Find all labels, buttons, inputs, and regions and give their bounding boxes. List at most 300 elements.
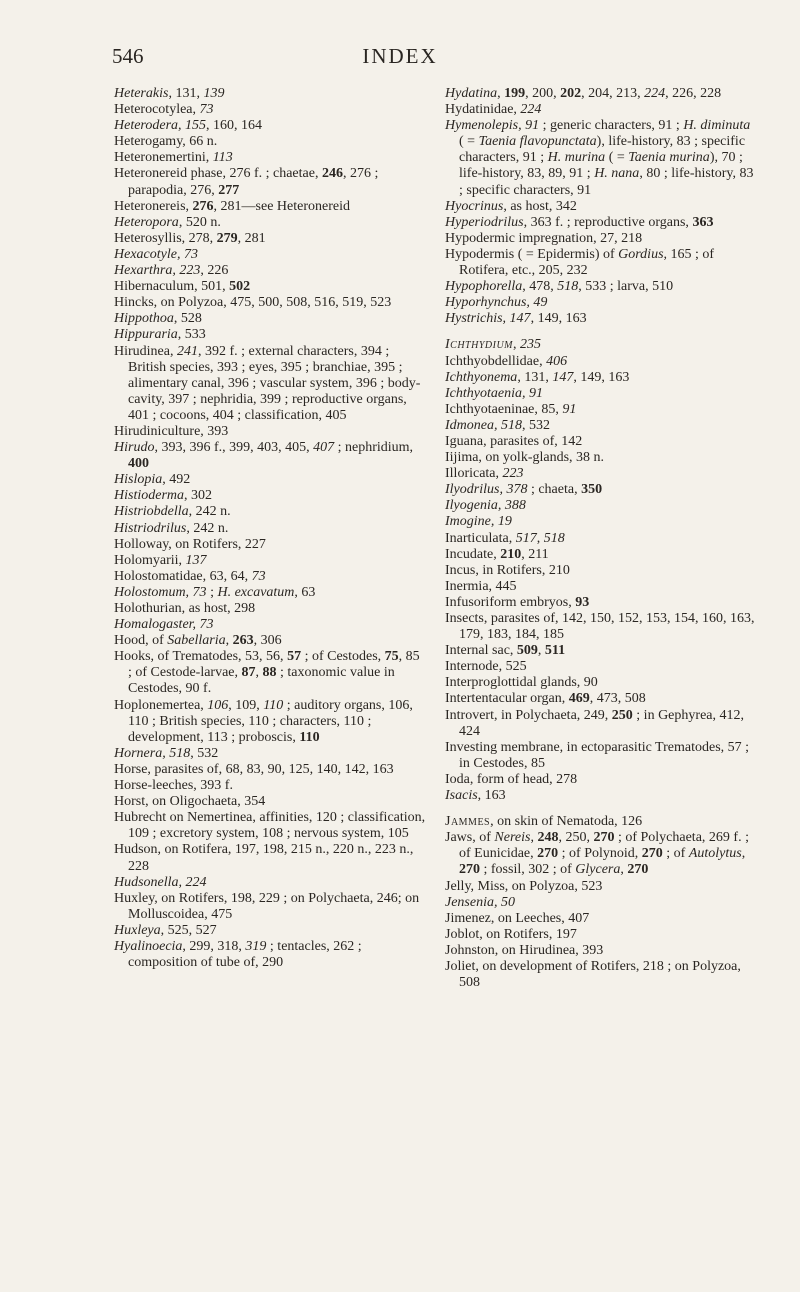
entry-text: Inermia, 445 (445, 578, 517, 594)
entry-text: Hyperiodrilus (445, 214, 524, 230)
entry-text: , (530, 830, 538, 846)
entry-text: Horse-leeches, 393 f. (114, 778, 233, 794)
entry-text: Holomyarii, (114, 552, 186, 568)
index-entry (114, 923, 426, 939)
entry-text: Heterocotylea, (114, 102, 200, 118)
entry-text: Glycera (575, 862, 621, 878)
index-entry (114, 891, 426, 923)
index-entry (114, 215, 426, 231)
entry-text: , (537, 643, 545, 659)
index-entry (114, 311, 426, 327)
entry-text: 518 (557, 279, 579, 295)
index-entry (114, 150, 426, 166)
index-entry (445, 879, 757, 895)
entry-text: Iguana, parasites of, 142 (445, 433, 583, 449)
entry-text: , 131, (168, 86, 204, 101)
entry-text: Holothurian, as host, 298 (114, 601, 256, 616)
entry-text: , (741, 846, 746, 862)
entry-text: 73 (251, 568, 266, 584)
entry-text: Hypodermic impregnation, 27, 218 (445, 230, 643, 246)
entry-text: ; in Gephyrea, 412, 424 (459, 707, 744, 739)
entry-text: ( = (459, 134, 479, 150)
index-entry (445, 514, 757, 530)
entry-text: 57 (287, 649, 302, 665)
entry-text: Illoricata, (445, 466, 503, 482)
entry-text: 110 (263, 697, 284, 713)
index-entry (445, 279, 757, 295)
entry-text: Inarticulata, (445, 530, 516, 546)
entry-text: , (536, 530, 544, 546)
index-entry (445, 595, 757, 611)
entry-text: , 299, 318, (182, 938, 246, 954)
entry-text: Ilyogenia, 388 (445, 498, 526, 514)
index-entry (114, 553, 426, 569)
entry-text: , 200, (525, 86, 561, 101)
entry-text: 147 (552, 369, 574, 385)
entry-text: , 532 (522, 417, 550, 433)
index-entry (114, 134, 426, 150)
entry-text: , 226, 228 (665, 86, 722, 101)
index-entry (114, 537, 426, 553)
entry-text: Hirudinea, (114, 343, 177, 359)
entry-text: 270 (641, 846, 663, 862)
entry-text: , 204, 213, (581, 86, 645, 101)
index-entry (445, 295, 757, 311)
entry-text: , 520 n. (178, 214, 221, 230)
index-column-left (114, 86, 426, 971)
entry-text: , 242 n. (188, 504, 231, 520)
index-entry (445, 354, 757, 370)
entry-text: 276 (192, 198, 214, 214)
entry-text: , on skin of Nematoda, 126 (490, 814, 643, 830)
entry-text: Heteronemertini, (114, 150, 213, 166)
entry-text: 73 (199, 102, 214, 118)
index-entry (445, 708, 757, 740)
entry-text: Internode, 525 (445, 659, 527, 675)
entry-text: Joblot, on Rotifers, 197 (445, 926, 577, 942)
entry-text: Hudsonella, 224 (114, 874, 207, 890)
entry-text: Gordius (618, 246, 664, 262)
entry-text: 517 (515, 530, 537, 546)
entry-text: , 250, (558, 830, 594, 846)
entry-text: 93 (575, 594, 590, 610)
index-entry (445, 386, 757, 402)
index-entry (445, 911, 757, 927)
entry-text: Hippothoa (114, 311, 174, 327)
entry-text: 270 (593, 830, 615, 846)
index-entry (445, 830, 757, 878)
index-entry (114, 102, 426, 118)
entry-text: Infusoriform embryos, (445, 594, 576, 610)
index-entry (114, 86, 426, 102)
entry-text: 270 (627, 862, 649, 878)
index-entry (114, 698, 426, 746)
entry-text: , (620, 862, 628, 878)
index-entry (114, 247, 426, 263)
index-entry (445, 247, 757, 279)
entry-text: Hymenolepis, 91 (445, 118, 540, 134)
entry-text: ; of Polychaeta, 269 f. ; of Eunicidae, (459, 830, 749, 862)
entry-text: 518 (543, 530, 565, 546)
entry-text: 113 (212, 150, 233, 166)
entry-text: H. excavatum (217, 584, 295, 600)
entry-text: ), life-history, 83 ; specific characters, 91 ; (459, 134, 746, 166)
index-entry (445, 943, 757, 959)
entry-text: 270 (537, 846, 559, 862)
entry-text: Isacis (445, 788, 478, 804)
entry-text: , 392 f. ; external characters, 394 ; British species, 393 ; eyes, 395 ; branchiae, 395 ; alimentary canal, 396 ; vascular system, 396 ; body-cavity, 397 ; nephridia, 399 ; reproductive organs, 401 ; cocoons, 404 ; classification, 405 (128, 343, 421, 423)
entry-text: 75 (384, 649, 399, 665)
entry-text: ; tentacles, 262 ; composition of tube of, 290 (128, 938, 362, 971)
entry-text: Heteronereis, (114, 198, 193, 214)
entry-text: 202 (560, 86, 582, 101)
entry-text: Homalogaster, 73 (114, 617, 214, 633)
entry-text: Jaws, of (445, 830, 495, 846)
entry-text: , 302 (184, 488, 212, 504)
entry-text: Introvert, in Polychaeta, 249, (445, 707, 612, 723)
entry-text: Heterogamy, 66 n. (114, 134, 218, 150)
entry-text: , 281 (237, 230, 266, 246)
index-entry (445, 118, 757, 198)
index-entry (445, 434, 757, 450)
entry-text: 248 (537, 830, 559, 846)
entry-text: Ichthydium (445, 337, 514, 353)
index-entry (445, 659, 757, 675)
index-entry (114, 199, 426, 215)
index-entry (445, 199, 757, 215)
entry-text: , 80 ; life-history, 83 ; specific characters, 91 (459, 166, 754, 198)
entry-text: , 149, 163 (530, 311, 587, 327)
index-entry (445, 579, 757, 595)
entry-text: , 211 (521, 546, 549, 562)
entry-text: ; chaeta, (527, 482, 582, 498)
entry-text: 511 (544, 643, 566, 659)
entry-text: Hydatinidae, (445, 102, 521, 118)
entry-text: , 492 (162, 472, 191, 488)
entry-text: Horst, on Oligochaeta, 354 (114, 794, 266, 810)
entry-text: , (513, 337, 521, 353)
entry-text: Jensenia, 50 (445, 894, 515, 910)
index-entry (445, 215, 757, 231)
entry-text: Hyporhynchus, 49 (445, 295, 548, 311)
entry-text: Hypodermis ( = Epidermis) of (445, 246, 619, 262)
entry-text: H. nana (594, 166, 640, 182)
index-entry (445, 466, 757, 482)
entry-text: 246 (321, 166, 343, 182)
entry-text: 91 (562, 401, 577, 417)
entry-text: 88 (262, 665, 277, 681)
entry-text: , 149, 163 (573, 369, 630, 385)
entry-text: , 85 ; of Cestode-larvae, (128, 649, 420, 681)
index-entry (114, 601, 426, 617)
entry-text: Ichthyonema (445, 369, 518, 385)
entry-text: , 478, (522, 279, 558, 295)
index-entry (114, 778, 426, 794)
entry-text: Taenia flavopunctata (478, 134, 597, 150)
entry-text: 224 (520, 102, 542, 118)
entry-text: Hislopia (114, 472, 163, 488)
index-entry (114, 440, 426, 472)
entry-text: Holloway, on Rotifers, 227 (114, 536, 266, 552)
entry-text: , 528 (173, 311, 202, 327)
index-entry (445, 675, 757, 691)
index-entry (445, 814, 757, 830)
entry-text: Jimenez, on Leeches, 407 (445, 910, 590, 926)
page-header (0, 28, 800, 68)
entry-text: Incudate, (445, 546, 501, 562)
index-entry (114, 585, 426, 601)
index-entry (114, 569, 426, 585)
entry-text: Taenia murina (628, 150, 710, 166)
entry-text: Joliet, on development of Rotifers, 218 ; on Polyzoa, 508 (445, 958, 741, 991)
entry-text: ; taxonomic value in Cestodes, 90 f. (128, 665, 395, 697)
entry-text: 407 (313, 440, 335, 456)
entry-text: Hoplonemertea, (114, 697, 208, 713)
entry-text: Hexacotyle, 73 (114, 246, 198, 262)
entry-text: Heterosyllis, 278, (114, 230, 217, 246)
index-entry (114, 649, 426, 697)
index-entry (445, 643, 757, 659)
entry-text: Histriodrilus (114, 520, 187, 536)
entry-text: Heteronereid phase, 276 f. ; chaetae, (114, 166, 322, 182)
entry-text: Intertentacular organ, (445, 691, 569, 707)
entry-text: , (255, 665, 263, 681)
entry-text: ; generic characters, 91 ; (539, 118, 684, 134)
index-entry (445, 231, 757, 247)
index-entry (445, 311, 757, 327)
entry-text: 235 (520, 337, 542, 353)
index-entry (445, 102, 757, 118)
entry-text: 250 (611, 707, 633, 723)
entry-text: 137 (185, 552, 207, 568)
entry-text: Hibernaculum, 501, (114, 279, 230, 295)
entry-text: 139 (203, 86, 225, 101)
entry-text: Hirudo (114, 440, 155, 456)
entry-text: 277 (218, 182, 240, 198)
entry-text: , 363 f. ; reproductive organs, (523, 214, 693, 230)
index-entry (114, 939, 426, 971)
index-entry (445, 547, 757, 563)
index-entry (445, 895, 757, 911)
entry-text: Jammes (445, 814, 491, 830)
entry-text: Holostomum, 73 (114, 584, 207, 600)
index-entry (114, 424, 426, 440)
index-entry (114, 746, 426, 762)
entry-text: , 276 ; parapodia, 276, (128, 166, 379, 198)
entry-text: 400 (128, 456, 149, 472)
entry-text: Hystrichis, 147 (445, 311, 531, 327)
entry-text: 502 (229, 279, 251, 295)
index-entry (445, 959, 757, 991)
entry-text: Investing membrane, in ectoparasitic Trematodes, 57 ; in Cestodes, 85 (445, 739, 750, 771)
entry-text: Huxley, on Rotifers, 198, 229 ; on Polychaeta, 246; on Molluscoidea, 475 (114, 890, 420, 922)
entry-text: Idmonea, 518 (445, 417, 522, 433)
entry-text: 224 (644, 86, 666, 101)
entry-text: Hydatina (445, 86, 498, 101)
index-entry (445, 86, 757, 102)
entry-text: , (225, 633, 233, 649)
index-entry (114, 472, 426, 488)
entry-text: Incus, in Rotifers, 210 (445, 562, 570, 578)
entry-text: Heteropora (114, 214, 179, 230)
entry-text: Hippuraria (114, 327, 178, 343)
entry-text: Hincks, on Polyzoa, 475, 500, 508, 516, 519, 523 (114, 295, 392, 311)
entry-text: , 226 (200, 263, 229, 279)
entry-text: Ichthyotaenia, 91 (445, 385, 543, 401)
entry-text: Holostomatidae, 63, 64, (114, 568, 252, 584)
entry-text: , 306 (253, 633, 282, 649)
entry-text: Hornera, 518 (114, 745, 191, 761)
entry-text: 210 (500, 546, 522, 562)
entry-text: , 242 n. (186, 520, 229, 536)
entry-text: 319 (245, 938, 267, 954)
index-entry (445, 402, 757, 418)
index-entry (445, 450, 757, 466)
entry-text: , 525, 527 (160, 922, 217, 938)
index-entry (445, 418, 757, 434)
entry-text: Histriobdella (114, 504, 189, 520)
index-entry (114, 166, 426, 198)
entry-text: Hexarthra, 223 (114, 263, 201, 279)
entry-text: , 131, (517, 369, 553, 385)
index-entry (445, 772, 757, 788)
entry-text: Hyalinoecia (114, 938, 183, 954)
index-entry (114, 488, 426, 504)
entry-text: Horse, parasites of, 68, 83, 90, 125, 140, 142, 163 (114, 761, 394, 777)
entry-text: 263 (232, 633, 254, 649)
entry-text: 350 (581, 482, 603, 498)
entry-text: , 163 (477, 788, 506, 804)
index-entry (114, 279, 426, 295)
entry-text: Histioderma (114, 488, 184, 504)
entry-text: 199 (504, 86, 526, 101)
entry-text: , 63 (294, 584, 316, 600)
entry-text: Huxleya (114, 922, 161, 938)
index-entry (445, 788, 757, 804)
index-entry (445, 740, 757, 772)
index-entry (114, 118, 426, 134)
index-entry (445, 370, 757, 386)
entry-text: , 165 ; of Rotifera, etc., 205, 232 (459, 246, 715, 279)
entry-text: Ichthyotaeninae, 85, (445, 401, 563, 417)
entry-text: H. diminuta (683, 118, 751, 134)
index-entry (445, 531, 757, 547)
entry-text: , 160, 164 (206, 118, 263, 134)
entry-text: Sabellaria (167, 633, 226, 649)
entry-text: ; fossil, 302 ; of (480, 862, 576, 878)
entry-text: , 532 (190, 745, 219, 761)
entry-text: Hypophorella (445, 279, 523, 295)
index-column-right (445, 86, 757, 991)
index-entry (114, 504, 426, 520)
entry-text: Heterakis (114, 86, 169, 101)
entry-text: H. murina (547, 150, 606, 166)
entry-text: Autolytus (688, 846, 742, 862)
entry-text: , 533 (177, 327, 206, 343)
entry-text: ; of Polynoid, (558, 846, 642, 862)
index-entry (114, 617, 426, 633)
index-entry (114, 633, 426, 649)
index-entry (114, 263, 426, 279)
entry-text: , 533 ; larva, 510 (578, 279, 674, 295)
entry-text: ; auditory organs, 106, 110 ; British species, 110 ; characters, 110 ; development, 113 ; proboscis, (128, 697, 413, 745)
entry-text: 241 (176, 343, 198, 359)
index-entry (114, 762, 426, 778)
index-entry (445, 563, 757, 579)
index-entry (114, 842, 426, 874)
entry-text: Ilyodrilus, 378 (445, 482, 528, 498)
entry-text: , 109, (228, 697, 264, 713)
index-entry (114, 810, 426, 842)
index-entry (114, 794, 426, 810)
index-entry (445, 611, 757, 643)
entry-text: 363 (692, 214, 714, 230)
entry-text: Imogine, 19 (445, 514, 512, 530)
entry-text: , 281—see Heteronereid (213, 198, 350, 214)
entry-text: , (497, 86, 505, 101)
entry-text: 106 (207, 697, 229, 713)
entry-text: , as host, 342 (503, 198, 577, 214)
entry-text: Johnston, on Hirudinea, 393 (445, 942, 604, 958)
entry-text: 87 (241, 665, 256, 681)
index-entry (114, 521, 426, 537)
entry-text: ; (206, 584, 218, 600)
entry-text: Hudson, on Rotifera, 197, 198, 215 n., 220 n., 223 n., 228 (114, 842, 414, 874)
entry-text: Interproglottidal glands, 90 (445, 675, 598, 691)
entry-text: 110 (299, 729, 320, 745)
entry-text: 223 (502, 466, 524, 482)
entry-text: ; of (662, 846, 689, 862)
index-entry (445, 337, 757, 353)
entry-text: , 473, 508 (589, 691, 646, 707)
entry-text: Hubrecht on Nemertinea, affinities, 120 ; classification, 109 ; excretory system, 108 ; nervous system, 105 (114, 810, 426, 842)
entry-text: Iijima, on yolk-glands, 38 n. (445, 450, 605, 466)
index-entry (114, 875, 426, 891)
index-entry (114, 295, 426, 311)
entry-text: 279 (216, 230, 238, 246)
entry-text: Ioda, form of head, 278 (445, 771, 578, 787)
entry-text: Jelly, Miss, on Polyzoa, 523 (445, 878, 603, 894)
index-entry (114, 344, 426, 424)
entry-text: 270 (459, 862, 480, 878)
entry-text: 469 (568, 691, 590, 707)
entry-text: Hood, of (114, 633, 168, 649)
index-entry (114, 327, 426, 343)
entry-text: ), 70 ; life-history, 83, 89, 91 ; (459, 150, 743, 182)
entry-text: Nereis (494, 830, 531, 846)
index-entry (445, 691, 757, 707)
entry-text: ; of Cestodes, (301, 649, 385, 665)
entry-text: 406 (546, 353, 568, 369)
entry-text: Hyocrinus (445, 198, 504, 214)
page-title: INDEX (362, 44, 438, 68)
index-entry (445, 482, 757, 498)
entry-text: ( = (605, 150, 629, 166)
page-number: 546 (112, 44, 144, 68)
entry-text: 509 (516, 643, 538, 659)
index-entry (114, 231, 426, 247)
index-entry (445, 498, 757, 514)
entry-text: Hooks, of Trematodes, 53, 56, (114, 649, 288, 665)
index-entry (445, 927, 757, 943)
entry-text: ; nephridium, (334, 440, 414, 456)
entry-text: , 393, 396 f., 399, 403, 405, (154, 440, 314, 456)
entry-text: Ichthyobdellidae, (445, 353, 547, 369)
entry-text: Insects, parasites of, 142, 150, 152, 153, 154, 160, 163, 179, 183, 184, 185 (445, 611, 755, 643)
entry-text: Hirudiniculture, 393 (114, 423, 229, 439)
entry-text: Heterodera, 155 (114, 118, 207, 134)
entry-text: Internal sac, (445, 643, 517, 659)
